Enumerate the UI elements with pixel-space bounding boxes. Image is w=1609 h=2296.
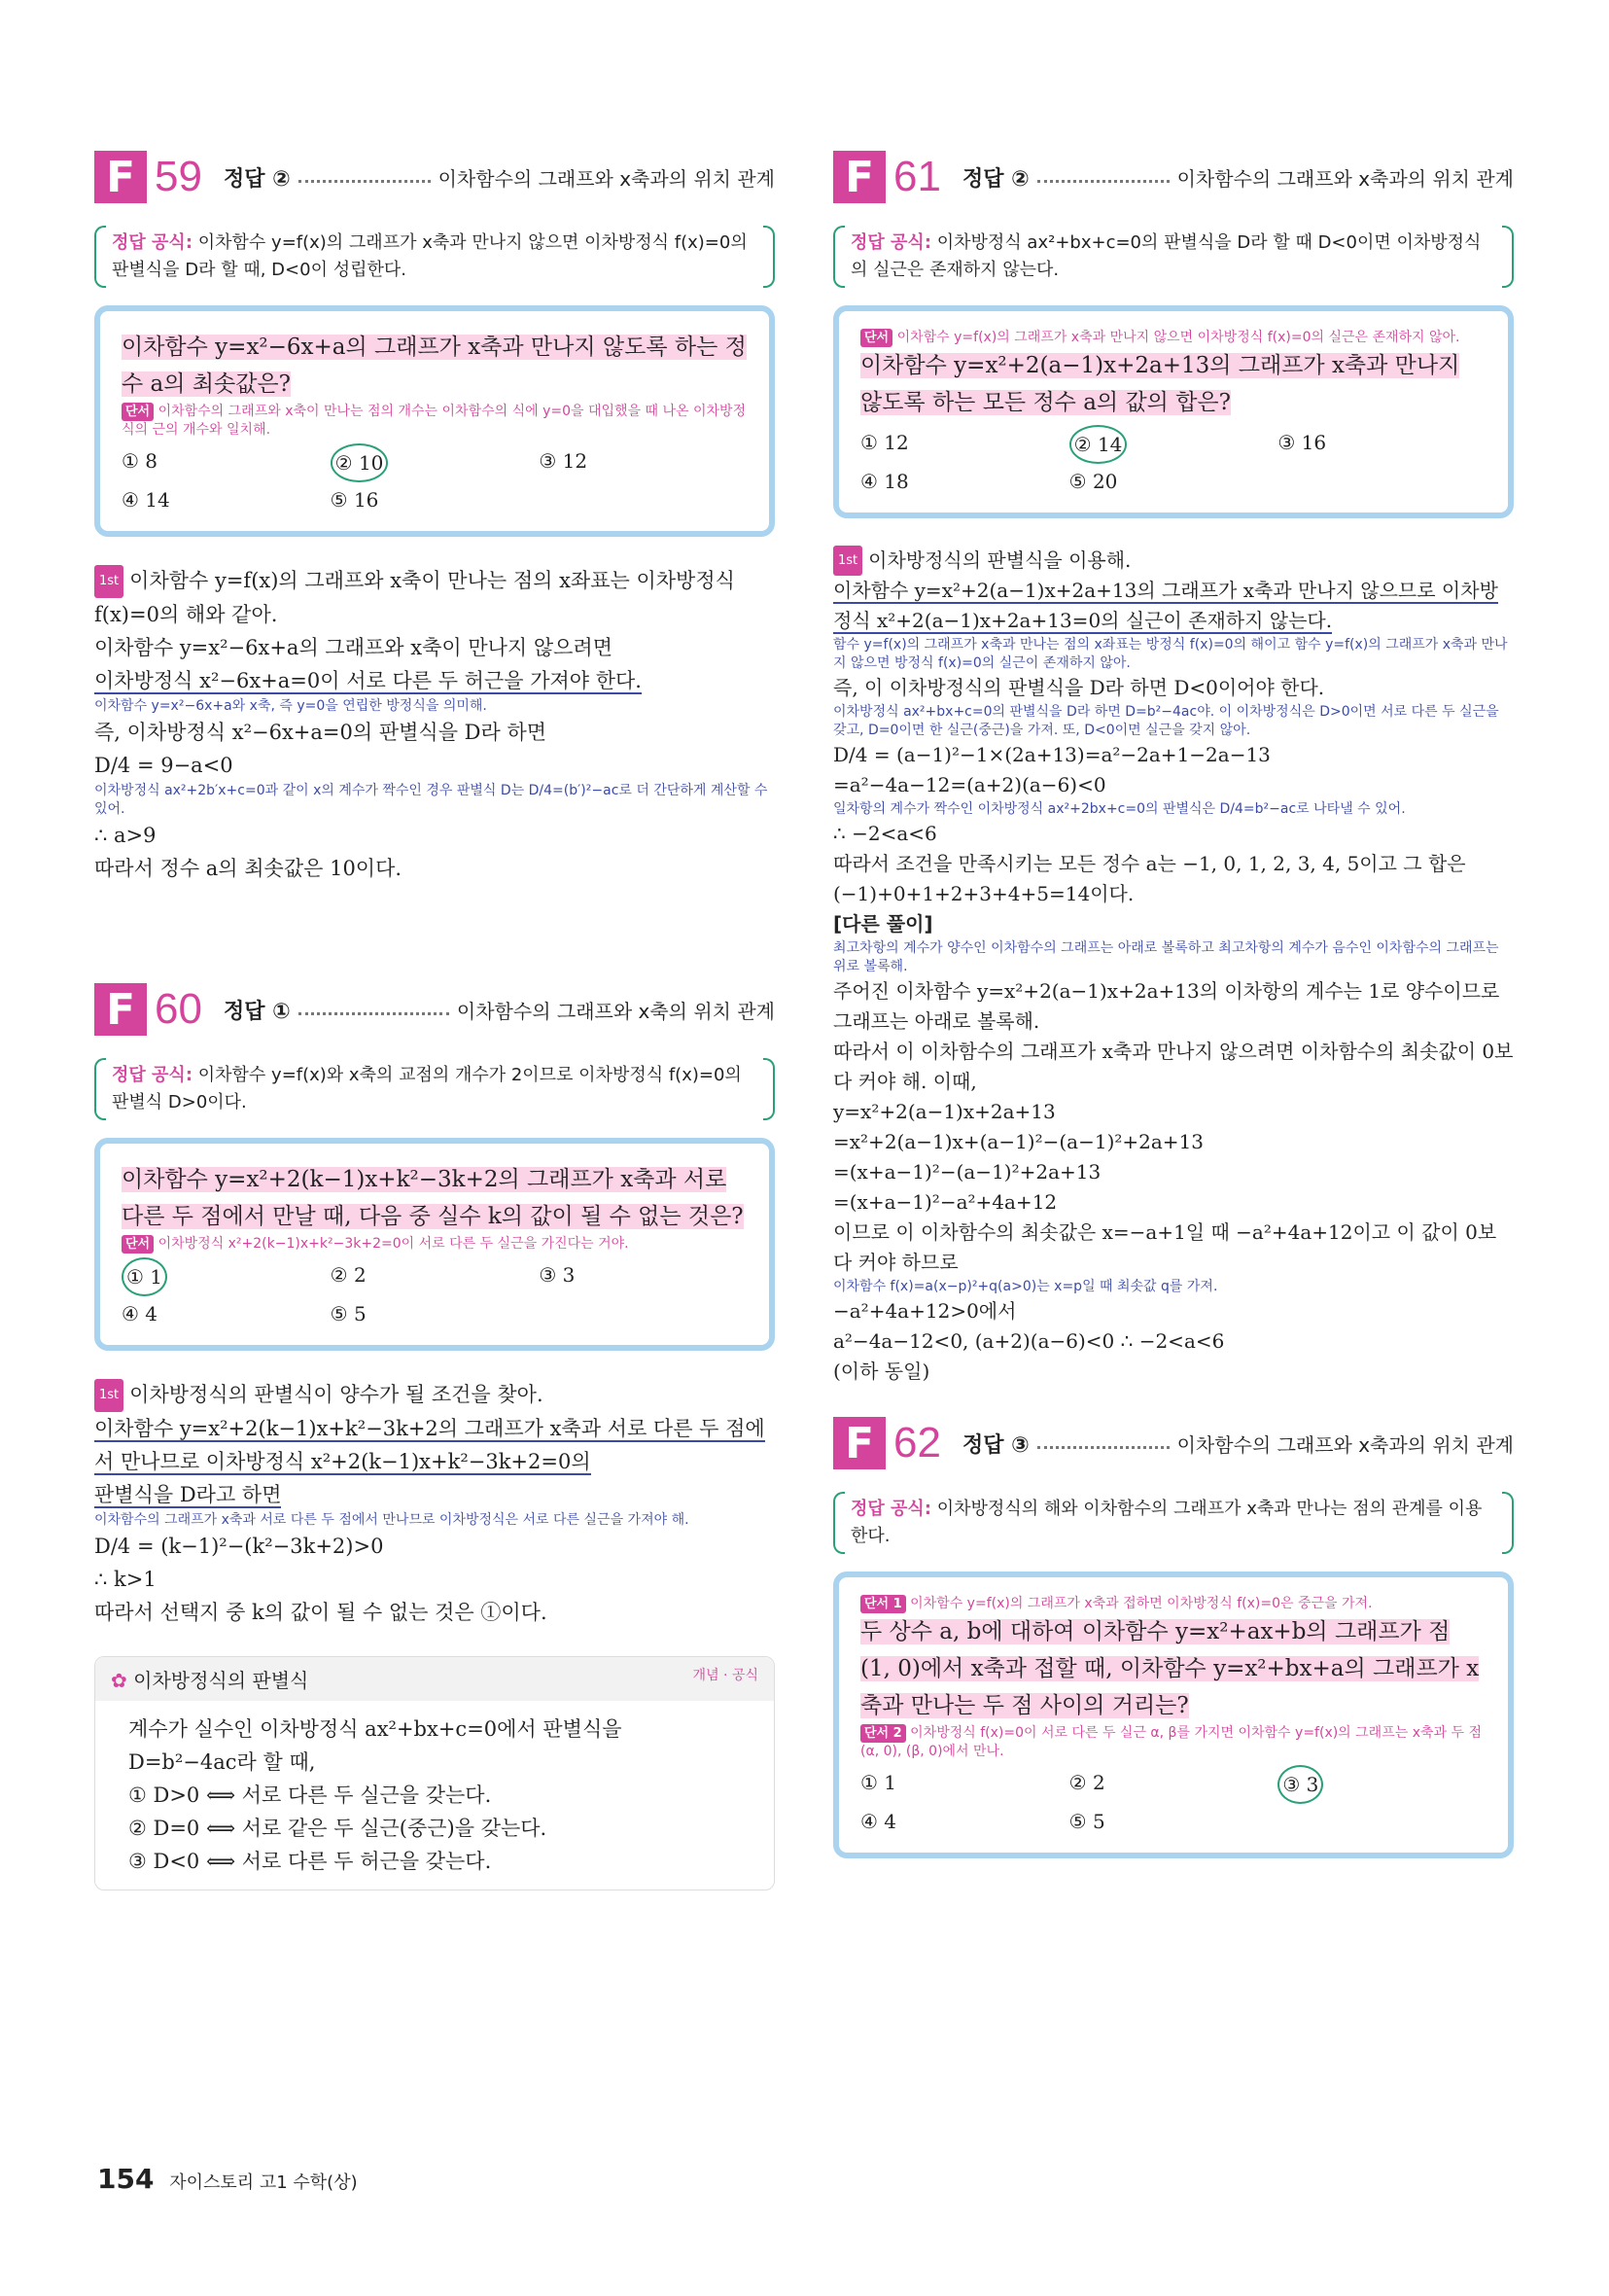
solution-step-head: 1st 이차방정식의 판별식이 양수가 될 조건을 찾아.	[94, 1378, 775, 1412]
side-note: 함수 y=f(x)의 그래프가 x축과 만나는 점의 x좌표는 방정식 f(x)=0의 해이고 함수 y=f(x)의 그래프가 x축과 만나지 않으면 방정식 f(x)=0의 실근이 존재하지 않아.	[833, 637, 1508, 671]
solution-line: 이차방정식 x²−6x+a=0이 서로 다른 두 허근을 가져야 한다.	[94, 669, 642, 692]
choice-4: ④ 14	[122, 488, 170, 512]
solution-line: =(x+a−1)²−a²+4a+12	[833, 1190, 1058, 1214]
problem-number: 60	[155, 985, 202, 1033]
solution-line: 즉, 이차방정식 x²−6x+a=0의 판별식을 D라 하면	[94, 721, 547, 744]
side-note: 이차함수 f(x)=a(x−p)²+q(a>0)는 x=p일 때 최솟값 q를 가져.	[833, 1279, 1218, 1294]
answer-choices	[860, 1765, 1487, 1839]
solution-line: =x²+2(a−1)x+(a−1)²−(a−1)²+2a+13	[833, 1130, 1205, 1153]
solution-line: 이차함수 y=x²−6x+a의 그래프와 x축이 만나지 않으려면	[94, 636, 613, 659]
solution-line: D/4 = (k−1)²−(k²−3k+2)>0	[94, 1535, 384, 1558]
solution	[833, 546, 1514, 1387]
concept-line: ② D=0 ⟺ 서로 같은 두 실근(중근)을 갖는다.	[128, 1817, 547, 1840]
answer-formula	[833, 226, 1514, 288]
problem-f-badge: F	[94, 983, 147, 1036]
side-note: 일차항의 계수가 짝수인 이차방정식 ax²+2bx+c=0의 판별식은 D/4=b²−ac로 나타낼 수 있어.	[833, 801, 1406, 817]
solution-line: =(x+a−1)²−(a−1)²+2a+13	[833, 1160, 1102, 1183]
question-box	[833, 305, 1514, 518]
problem-61-header	[833, 146, 1514, 208]
solution-line: 따라서 정수 a의 최솟값은 10이다.	[94, 857, 402, 880]
solution-line: −a²+4a+12>0에서	[833, 1299, 1017, 1323]
flower-icon: ✿	[111, 1669, 127, 1692]
choice-2: ② 2	[330, 1263, 367, 1287]
solution-line: 이차함수 y=x²+2(a−1)x+2a+13의 그래프가 x축과 만나지 않으므로 이차방정식 x²+2(a−1)x+2a+13=0의 실근이 존재하지 않는다.	[833, 579, 1498, 632]
answer-label: 정답 ②	[223, 166, 291, 192]
solution	[94, 564, 775, 885]
choice-5: ⑤ 5	[330, 1302, 367, 1325]
solution-line: D/4 = (a−1)²−1×(2a+13)=a²−2a+1−2a−13	[833, 743, 1271, 766]
solution-line: D/4 = 9−a<0	[94, 754, 233, 777]
solution-line: (이하 동일)	[833, 1360, 930, 1383]
side-note: 이차방정식 ax²+2b′x+c=0과 같이 x의 계수가 짝수인 경우 판별식 D는 D/4=(b′)²−ac로 더 간단하게 계산할 수 있어.	[94, 783, 768, 817]
choice-5: ⑤ 5	[1068, 1810, 1105, 1833]
answer-choices	[122, 1257, 748, 1331]
concept-line: ③ D<0 ⟺ 서로 다른 두 허근을 갖는다.	[128, 1850, 492, 1873]
answer-choices	[122, 443, 748, 517]
answer-formula	[94, 1058, 775, 1120]
page-footer	[97, 2163, 358, 2195]
choice-2: ② 2	[1068, 1771, 1105, 1794]
clue-note: 단서 2 이차방정식 f(x)=0이 서로 다른 두 실근 α, β를 가지면 이차함수 y=f(x)의 그래프는 x축과 두 점 (α, 0), (β, 0)에서 만나.	[860, 1725, 1482, 1759]
choice-3: ③ 16	[1277, 431, 1327, 454]
clue-note: 단서 이차함수의 그래프와 x축이 만나는 점의 개수는 이차함수의 식에 y=0을 대입했을 때 나온 이차방정식의 근의 개수와 일치해.	[122, 404, 747, 438]
choice-5: ⑤ 20	[1068, 470, 1118, 493]
solution-step-head: 1st 이차함수 y=f(x)의 그래프와 x축이 만나는 점의 x좌표는 이차방정식 f(x)=0의 해와 같아.	[94, 564, 775, 631]
concept-title: ✿ 이차방정식의 판별식	[111, 1669, 309, 1692]
problem-number: 62	[893, 1419, 941, 1466]
topic-label: 이차함수의 그래프와 x축의 위치 관계	[456, 999, 775, 1023]
problem-f-badge: F	[833, 1417, 886, 1469]
answer-formula	[94, 226, 775, 288]
question-box	[833, 1572, 1514, 1858]
choice-4: ④ 18	[860, 470, 909, 493]
solution-line: 따라서 조건을 만족시키는 모든 정수 a는 −1, 0, 1, 2, 3, 4, 5이고 그 합은 (−1)+0+1+2+3+4+5=14이다.	[833, 852, 1466, 905]
formula-text: 이차방정식 ax²+bx+c=0의 판별식을 D라 할 때 D<0이면 이차방정식의 실근은 존재하지 않는다.	[851, 232, 1482, 280]
clue-note: 단서 1 이차함수 y=f(x)의 그래프가 x축과 접하면 이차방정식 f(x)=0은 중근을 가져.	[860, 1595, 1487, 1613]
answer-choices	[860, 425, 1487, 499]
formula-label: 정답 공식:	[851, 1499, 932, 1519]
formula-text: 이차방정식의 해와 이차함수의 그래프가 x축과 만나는 점의 관계를 이용한다.	[851, 1499, 1483, 1546]
answer-formula	[833, 1492, 1514, 1554]
question-box	[94, 305, 775, 537]
left-column	[94, 146, 775, 1890]
answer-label: 정답 ③	[962, 1432, 1030, 1458]
concept-header	[95, 1657, 774, 1701]
choice-4: ④ 4	[860, 1810, 897, 1833]
solution-line: ∴ a>9	[94, 824, 157, 847]
problem-f-badge: F	[94, 151, 147, 203]
side-note: 이차함수의 그래프가 x축과 서로 다른 두 점에서 만나므로 이차방정식은 서로 다른 실근을 가져야 해.	[94, 1512, 689, 1528]
solution	[94, 1378, 775, 1629]
side-note: 최고차항의 계수가 양수인 이차함수의 그래프는 아래로 볼록하고 최고차항의 계수가 음수인 이차함수의 그래프는 위로 볼록해.	[833, 940, 1499, 974]
question-box	[94, 1138, 775, 1351]
concept-line: 계수가 실수인 이차방정식 ax²+bx+c=0에서 판별식을	[128, 1717, 622, 1741]
solution-line: 판별식을 D라고 하면	[94, 1483, 282, 1506]
solution-line: ∴ k>1	[94, 1568, 157, 1591]
solution-line: 즉, 이 이차방정식의 판별식을 D라 하면 D<0이어야 한다.	[833, 676, 1325, 699]
page-number: 154	[97, 2163, 155, 2195]
concept-box	[94, 1656, 775, 1890]
solution-line: 이차함수 y=x²+2(k−1)x+k²−3k+2의 그래프가 x축과 서로 다른 두 점에서 만나므로 이차방정식 x²+2(k−1)x+k²−3k+2=0의	[94, 1417, 765, 1473]
concept-line: ① D>0 ⟺ 서로 다른 두 실근을 갖는다.	[128, 1784, 492, 1807]
topic-label: 이차함수의 그래프와 x축과의 위치 관계	[1176, 166, 1514, 191]
formula-label: 정답 공식:	[851, 232, 932, 253]
choice-4: ④ 4	[122, 1302, 158, 1325]
formula-text: 이차함수 y=f(x)와 x축의 교점의 개수가 2이므로 이차방정식 f(x)=0의 판별식 D>0이다.	[112, 1065, 742, 1113]
formula-label: 정답 공식:	[112, 1065, 193, 1085]
concept-tag: 개념 · 공식	[692, 1668, 758, 1683]
clue-note: 단서 이차함수 y=f(x)의 그래프가 x축과 만나지 않으면 이차방정식 f(x)=0의 실근은 존재하지 않아.	[860, 329, 1487, 347]
leader-dots	[298, 1012, 449, 1015]
side-note: 이차방정식 ax²+bx+c=0의 판별식을 D라 하면 D=b²−4ac야. 이 이차방정식은 D>0이면 서로 다른 두 실근을 갖고, D=0이면 한 실근(중근)을 가져. 또, D<0이면 실근을 갖지 않아.	[833, 704, 1499, 738]
concept-body	[95, 1701, 774, 1890]
choice-3: ③ 3	[1277, 1765, 1487, 1804]
answer-label: 정답 ①	[223, 999, 291, 1024]
choice-2: ② 10	[331, 443, 540, 482]
problem-number: 61	[893, 153, 941, 200]
solution-line: 이므로 이 이차함수의 최솟값은 x=−a+1일 때 −a²+4a+12이고 이 값이 0보다 커야 하므로	[833, 1220, 1497, 1274]
solution-step-head: 1st 이차방정식의 판별식을 이용해.	[833, 546, 1514, 576]
problem-f-badge: F	[833, 151, 886, 203]
problem-number: 59	[155, 153, 202, 200]
choice-2: ② 14	[1069, 425, 1278, 464]
question-text: 이차함수 y=x²−6x+a의 그래프가 x축과 만나지 않도록 하는 정수 a의 최솟값은?	[122, 335, 747, 397]
leader-dots	[1037, 1446, 1170, 1449]
concept-line: D=b²−4ac라 할 때,	[128, 1750, 316, 1774]
solution-line: 따라서 선택지 중 k의 값이 될 수 없는 것은 ①이다.	[94, 1601, 547, 1624]
clue-note: 단서 이차방정식 x²+2(k−1)x+k²−3k+2=0이 서로 다른 두 실근을 가진다는 거야.	[122, 1235, 748, 1254]
formula-text: 이차함수 y=f(x)의 그래프가 x축과 만나지 않으면 이차방정식 f(x)=0의 판별식을 D라 할 때, D<0이 성립한다.	[112, 232, 748, 280]
book-title: 자이스토리 고1 수학(상)	[169, 2172, 358, 2193]
formula-label: 정답 공식:	[112, 232, 193, 253]
choice-1: ① 1	[122, 1257, 331, 1296]
leader-dots	[1037, 180, 1170, 183]
leader-dots	[298, 180, 431, 183]
solution-line: 주어진 이차함수 y=x²+2(a−1)x+2a+13의 이차항의 계수는 1로 양수이므로 그래프는 아래로 볼록해.	[833, 979, 1500, 1033]
choice-1: ① 12	[860, 431, 909, 454]
solution-line: 따라서 이 이차함수의 그래프가 x축과 만나지 않으려면 이차함수의 최솟값이 0보다 커야 해. 이때,	[833, 1040, 1514, 1093]
choice-1: ① 1	[860, 1771, 897, 1794]
problem-59-header	[94, 146, 775, 208]
solution-line: =a²−4a−12=(a+2)(a−6)<0	[833, 773, 1106, 796]
choice-3: ③ 12	[539, 449, 588, 473]
right-column	[833, 146, 1514, 1886]
choice-3: ③ 3	[539, 1263, 576, 1287]
solution-line: ∴ −2<a<6	[833, 822, 937, 845]
solution-line: a²−4a−12<0, (a+2)(a−6)<0 ∴ −2<a<6	[833, 1329, 1225, 1353]
question-text: 이차함수 y=x²+2(k−1)x+k²−3k+2의 그래프가 x축과 서로 다른 두 점에서 만날 때, 다음 중 실수 k의 값이 될 수 없는 것은?	[122, 1167, 744, 1229]
question-text: 두 상수 a, b에 대하여 이차함수 y=x²+ax+b의 그래프가 점 (1, 0)에서 x축과 접할 때, 이차함수 y=x²+bx+a의 그래프가 x축과 만나는 두 점 사이의 거리는?	[860, 1619, 1480, 1718]
topic-label: 이차함수의 그래프와 x축과의 위치 관계	[1176, 1432, 1514, 1457]
alt-solution-head: [다른 풀이]	[833, 912, 933, 936]
choice-5: ⑤ 16	[330, 488, 379, 512]
solution-line: y=x²+2(a−1)x+2a+13	[833, 1100, 1056, 1123]
topic-label: 이차함수의 그래프와 x축과의 위치 관계	[437, 166, 775, 191]
side-note: 이차함수 y=x²−6x+a와 x축, 즉 y=0을 연립한 방정식을 의미해.	[94, 698, 487, 714]
choice-1: ① 8	[122, 449, 158, 473]
question-text: 이차함수 y=x²+2(a−1)x+2a+13의 그래프가 x축과 만나지 않도록 하는 모든 정수 a의 값의 합은?	[860, 353, 1460, 415]
problem-60-header	[94, 978, 775, 1041]
problem-62-header	[833, 1412, 1514, 1474]
answer-label: 정답 ②	[962, 166, 1030, 192]
